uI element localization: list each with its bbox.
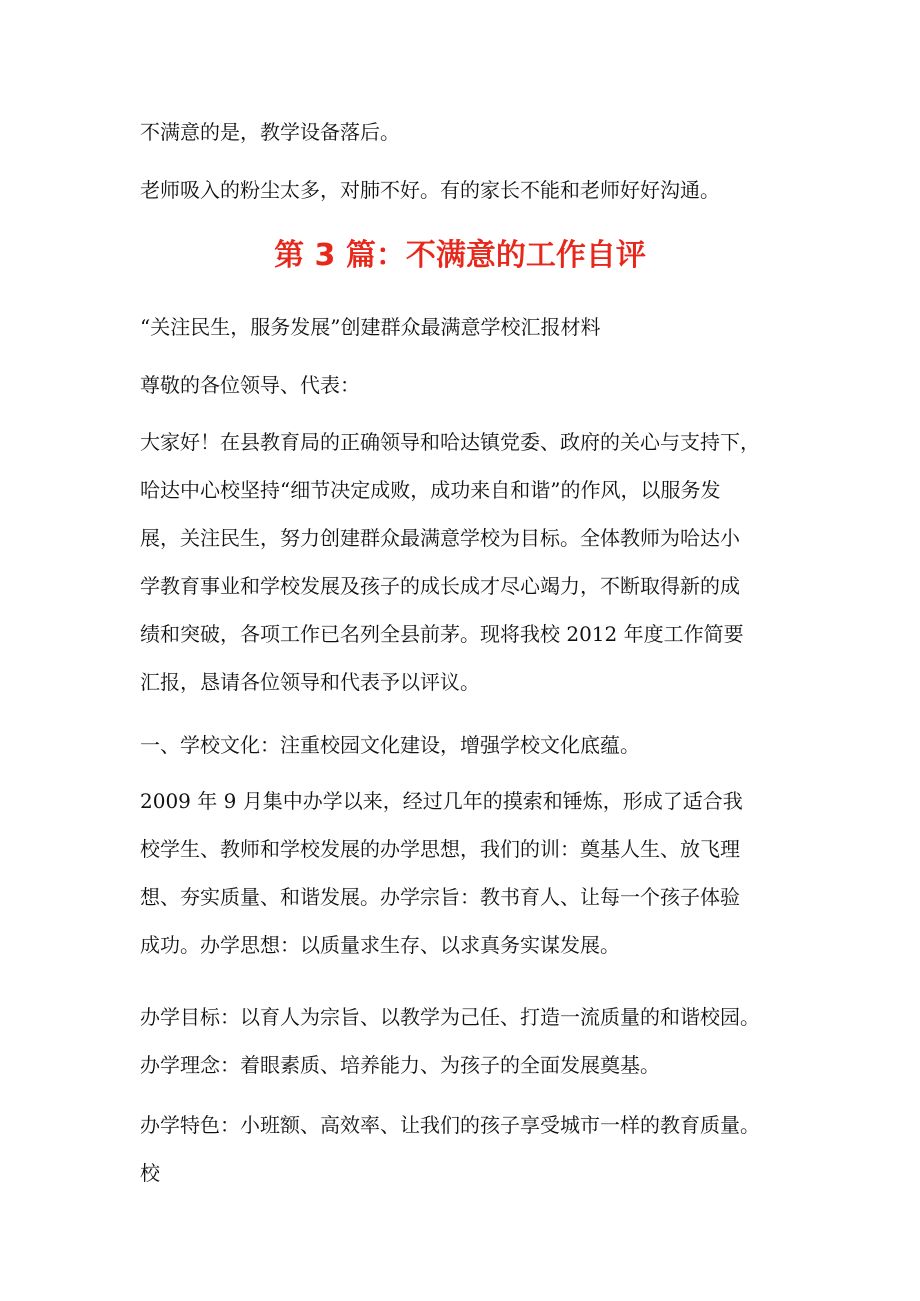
text-line: 绩和突破，各项工作已名列全县前茅。现将我校 2012 年度工作简要 — [140, 622, 744, 646]
text-line: 成功。办学思想：以质量求生存、以求真务实谋发展。 — [140, 933, 620, 957]
text-line: 想、夯实质量、和谐发展。办学宗旨：教书育人、让每一个孩子体验 — [140, 885, 740, 909]
text-line: 办学理念：着眼素质、培养能力、为孩子的全面发展奠基。 — [140, 1053, 660, 1077]
salutation: 尊敬的各位领导、代表： — [140, 373, 360, 397]
intro-line-2: 老师吸入的粉尘太多，对肺不好。有的家长不能和老师好好沟通。 — [140, 178, 720, 202]
paragraph-history — [140, 777, 790, 969]
text-line: 展，关注民生，努力创建群众最满意学校为目标。全体教师为哈达小 — [140, 526, 740, 550]
intro-line-1: 不满意的是，教学设备落后。 — [140, 120, 400, 144]
text-line: 2009 年 9 月集中办学以来，经过几年的摸索和锤炼，形成了适合我 — [140, 789, 743, 813]
document-subtitle: “关注民生，服务发展”创建群众最满意学校汇报材料 — [140, 315, 601, 339]
text-line: 办学特色：小班额、高效率、让我们的孩子享受城市一样的教育质量。 — [140, 1113, 760, 1137]
text-line: 哈达中心校坚持“细节决定成败，成功来自和谐”的作风，以服务发 — [140, 478, 721, 502]
text-line: 校 — [140, 1161, 160, 1185]
paragraph-goals — [140, 993, 790, 1089]
text-line: 大家好！在县教育局的正确领导和哈达镇党委、政府的关心与支持下， — [140, 430, 760, 454]
text-line: 学教育事业和学校发展及孩子的成长成才尽心竭力，不断取得新的成 — [140, 574, 740, 598]
section-heading: 第 3 篇：不满意的工作自评 — [274, 238, 646, 273]
text-line: 办学目标：以育人为宗旨、以教学为己任、打造一流质量的和谐校园。 — [140, 1005, 760, 1029]
text-line: 汇报，恳请各位领导和代表予以评议。 — [140, 670, 480, 694]
paragraph-features — [140, 1101, 790, 1197]
text-line: 校学生、教师和学校发展的办学思想，我们的训：奠基人生、放飞理 — [140, 837, 740, 861]
section-1-title: 一、学校文化：注重校园文化建设，增强学校文化底蕴。 — [140, 733, 640, 757]
paragraph-greeting — [140, 418, 790, 706]
